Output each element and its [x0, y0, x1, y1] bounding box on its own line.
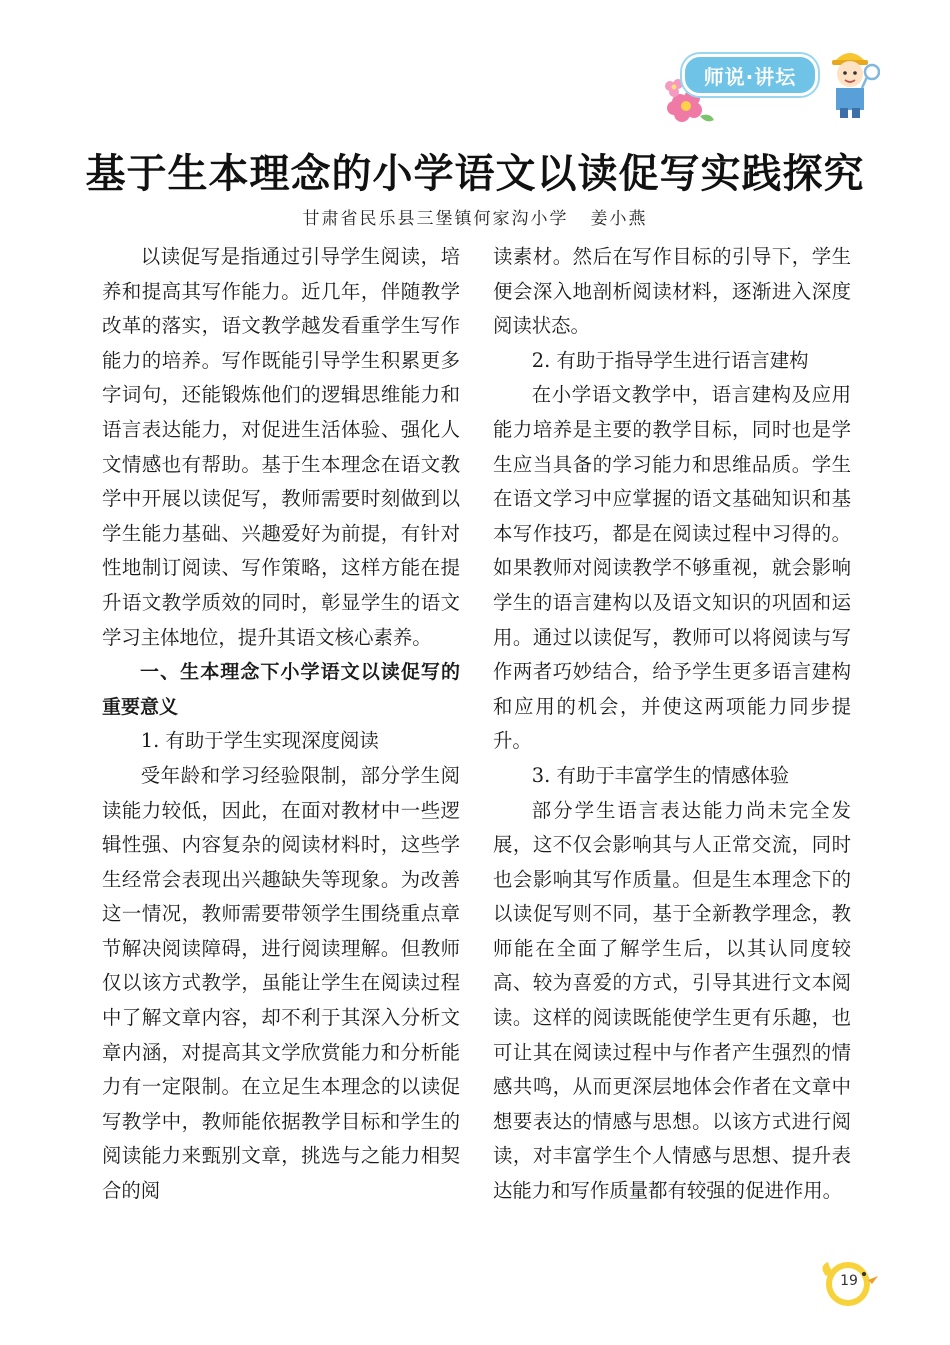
- section-label: 师说·讲坛: [682, 54, 818, 96]
- author-affiliation: 甘肃省民乐县三堡镇何家沟小学: [302, 209, 569, 229]
- page-number: 19: [840, 1273, 858, 1289]
- left-column: [102, 240, 460, 1209]
- paragraph-3: 部分学生语言表达能力尚未完全发展，这不仅会影响其与人正常交流，同时也会影响其写作质量。但是生本理念下的以读促写则不同，基于全新教学理念，教师能在全面了解学生后，以其认同度较高、较为喜爱的方式，引导其进行文本阅读。这样的阅读既能使学生更有乐趣，也可让其在阅读过程中与作者产生强烈的情感共鸣，从而更深层地体会作者在文章中想要表达的情感与思想。以该方式进行阅读，对丰富学生个人情感与思想、提升表达能力和写作质量都有较强的促进作用。: [493, 798, 851, 1203]
- right-column: [493, 240, 851, 1209]
- subheading-1: 1. 有助于学生实现深度阅读: [140, 729, 379, 753]
- page-number-badge: [818, 1256, 880, 1310]
- paragraph-2: 在小学语文教学中，语言建构及应用能力培养是主要的教学目标，同时也是学生应当具备的学习能力和思维品质。学生在语文学习中应掌握的语文基础知识和基本写作技巧，都是在阅读过程中习得的。如果教师对阅读教学不够重视，就会影响学生的语言建构以及语文知识的巩固和运用。通过以读促写，教师可以将阅读与写作两者巧妙结合，给予学生更多语言建构和应用的机会，并使这两项能力同步提升。: [493, 383, 851, 753]
- section-heading-1: 一、生本理念下小学语文以读促写的重要意义: [102, 661, 460, 718]
- paragraph-1-continued: 读素材。然后在写作目标的引导下，学生便会深入地剖析阅读材料，逐渐进入深度阅读状态。: [493, 245, 851, 338]
- subheading-2: 2. 有助于指导学生进行语言建构: [531, 348, 809, 372]
- kid-with-magnifier-icon: [820, 42, 880, 122]
- article-title: 基于生本理念的小学语文以读促写实践探究: [85, 151, 865, 197]
- intro-paragraph: 以读促写是指通过引导学生阅读，培养和提高其写作能力。近几年，伴随教学改革的落实，语文教学越发看重学生写作能力的培养。写作既能引导学生积累更多字词句，还能锻炼他们的逻辑思维能力和语言表达能力，对促进生活体验、强化人文情感也有帮助。基于生本理念在语文教学中开展以读促写，教师需要时刻做到以学生能力基础、兴趣爱好为前提，有针对性地制订阅读、写作策略，这样方能在提升语文教学质效的同时，彰显学生的语文学习主体地位，提升其语文核心素养。: [102, 245, 460, 649]
- subheading-3: 3. 有助于丰富学生的情感体验: [531, 763, 790, 787]
- paragraph-1: 受年龄和学习经验限制，部分学生阅读能力较低，因此，在面对教材中一些逻辑性强、内容复杂的阅读材料时，这些学生经常会表现出兴趣缺失等现象。为改善这一情况，教师需要带领学生围绕重点章节解决阅读障碍，进行阅读理解。但教师仅以该方式教学，虽能让学生在阅读过程中了解文章内容，却不利于其深入分析文章内涵，对提高其文学欣赏能力和分析能力有一定限制。在立足生本理念的以读促写教学中，教师能依据教学目标和学生的阅读能力来甄别文章，挑选与之能力相契合的阅: [102, 763, 460, 1203]
- section-badge: [660, 42, 880, 122]
- byline: [0, 204, 950, 229]
- author-name: 姜小燕: [590, 209, 648, 229]
